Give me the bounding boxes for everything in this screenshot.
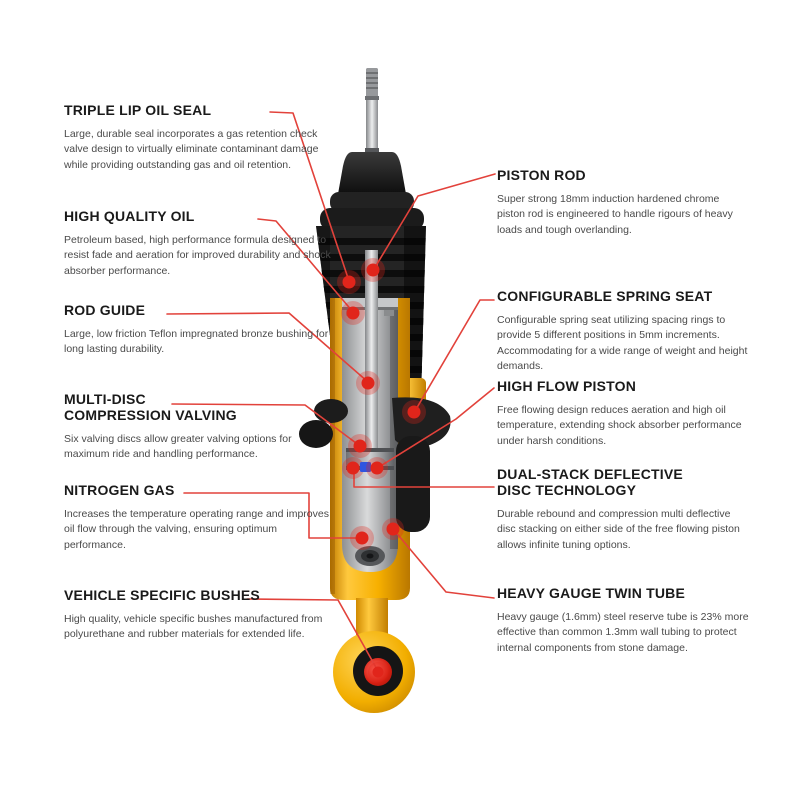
label-heading: HIGH QUALITY OIL: [64, 208, 195, 224]
label-triple-lip-oil-seal: [64, 102, 332, 173]
label-heavy-gauge-twin-tube: [497, 585, 749, 656]
label-description: Large, durable seal incorporates a gas retention check valve design to virtually eliminate contaminant damage while providing outstanding gas and oil retention.: [64, 128, 319, 171]
label-nitrogen-gas: [64, 482, 332, 553]
label-heading: ROD GUIDE: [64, 302, 146, 318]
label-description: High quality, vehicle specific bushes manufactured from polyurethane and rubber materials for extended life.: [64, 613, 323, 641]
label-dual-stack-deflective-disc: [497, 466, 749, 553]
label-piston-rod: [497, 167, 749, 238]
threaded-rod-tip: [365, 68, 379, 100]
callout-line-spring-seat: [415, 300, 494, 411]
label-description: Super strong 18mm induction hardened chrome piston rod is engineered to handle rigours of heavy loads and tough overlanding.: [497, 193, 733, 236]
label-heading: HIGH FLOW PISTON: [497, 378, 637, 394]
label-heading: VEHICLE SPECIFIC BUSHES: [64, 587, 260, 603]
marker-high-quality-oil: [341, 301, 365, 325]
label-multi-disc-compression-valving: [64, 391, 332, 463]
label-description: Petroleum based, high performance formula designed to resist fade and aeration for improved durability and shock absorber performance.: [64, 234, 331, 277]
marker-high-flow-piston: [366, 457, 388, 479]
label-heading: PISTON ROD: [497, 167, 586, 183]
label-description: Increases the temperature operating range and improves oil flow through the valving, ensuring optimum performance.: [64, 508, 329, 551]
bump-stop-cap: [320, 152, 424, 230]
label-description: Heavy gauge (1.6mm) steel reserve tube is 23% more effective than common 1.3mm wall tubing to protect internal components from stone damage.: [497, 611, 749, 654]
label-high-quality-oil: [64, 208, 332, 279]
label-heading: TRIPLE LIP OIL SEAL: [64, 102, 212, 118]
marker-rod-guide: [356, 371, 380, 395]
label-heading: NITROGEN GAS: [64, 482, 175, 498]
marker-multi-disc: [348, 434, 372, 458]
marker-triple-lip-oil-seal: [337, 270, 361, 294]
label-description: Durable rebound and compression multi deflective disc stacking on either side of the free flowing piston allows infinite tuning options.: [497, 508, 740, 551]
label-heading: CONFIGURABLE SPRING SEAT: [497, 288, 713, 304]
label-heading: MULTI-DISC COMPRESSION VALVING: [64, 391, 237, 424]
label-heading: HEAVY GAUGE TWIN TUBE: [497, 585, 686, 601]
label-rod-guide: [64, 302, 332, 358]
marker-vehicle-bushes: [368, 662, 388, 682]
label-vehicle-specific-bushes: [64, 587, 332, 643]
marker-spring-seat: [402, 400, 426, 424]
label-description: Large, low friction Teflon impregnated bronze bushing for long lasting durability.: [64, 328, 329, 356]
label-high-flow-piston: [497, 378, 749, 449]
label-description: Free flowing design reduces aeration and high oil temperature, extending shock absorber performance under harsh conditions.: [497, 404, 742, 447]
label-description: Configurable spring seat utilizing spacing rings to provide 5 different positions in 5mm increments. Accommodating for a wide range of weight and height demands.: [497, 314, 748, 372]
label-heading: DUAL-STACK DEFLECTIVE DISC TECHNOLOGY: [497, 466, 683, 499]
label-configurable-spring-seat: [497, 288, 749, 374]
marker-piston-rod: [361, 258, 385, 282]
marker-nitrogen-gas: [350, 526, 374, 550]
label-description: Six valving discs allow greater valving options for maximum ride and handling performance.: [64, 433, 292, 461]
marker-twin-tube: [382, 518, 404, 540]
